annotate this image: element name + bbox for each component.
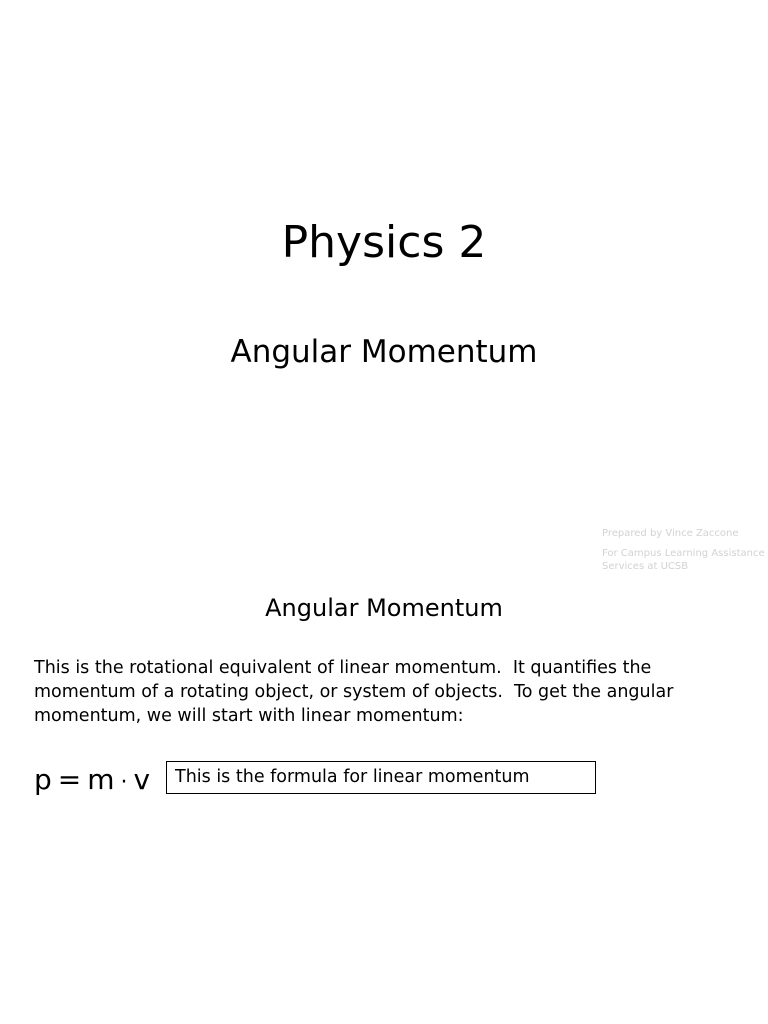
- credits-prepared-by: Prepared by Vince Zaccone: [602, 528, 739, 539]
- formula-dot-operator: ·: [120, 770, 128, 795]
- linear-momentum-formula: [34, 760, 150, 803]
- slide-subtitle: Angular Momentum: [230, 334, 538, 370]
- body-paragraph: This is the rotational equivalent of linear momentum. It quantifies the momentum of a rotating object, or system of objects. To get the angular momentum, we will start with linear momentum:: [34, 658, 679, 726]
- credits-organization: For Campus Learning Assistance Services at UCSB: [602, 548, 765, 572]
- credits-block: [602, 527, 768, 573]
- formula-mass-symbol: m: [87, 763, 115, 796]
- formula-momentum-symbol: p: [34, 763, 52, 796]
- formula-equals-sign: =: [57, 763, 82, 796]
- slide-title: Physics 2: [281, 217, 487, 268]
- section-heading: Angular Momentum: [265, 594, 503, 622]
- formula-note-box: This is the formula for linear momentum: [166, 761, 596, 794]
- formula-velocity-symbol: v: [133, 763, 151, 796]
